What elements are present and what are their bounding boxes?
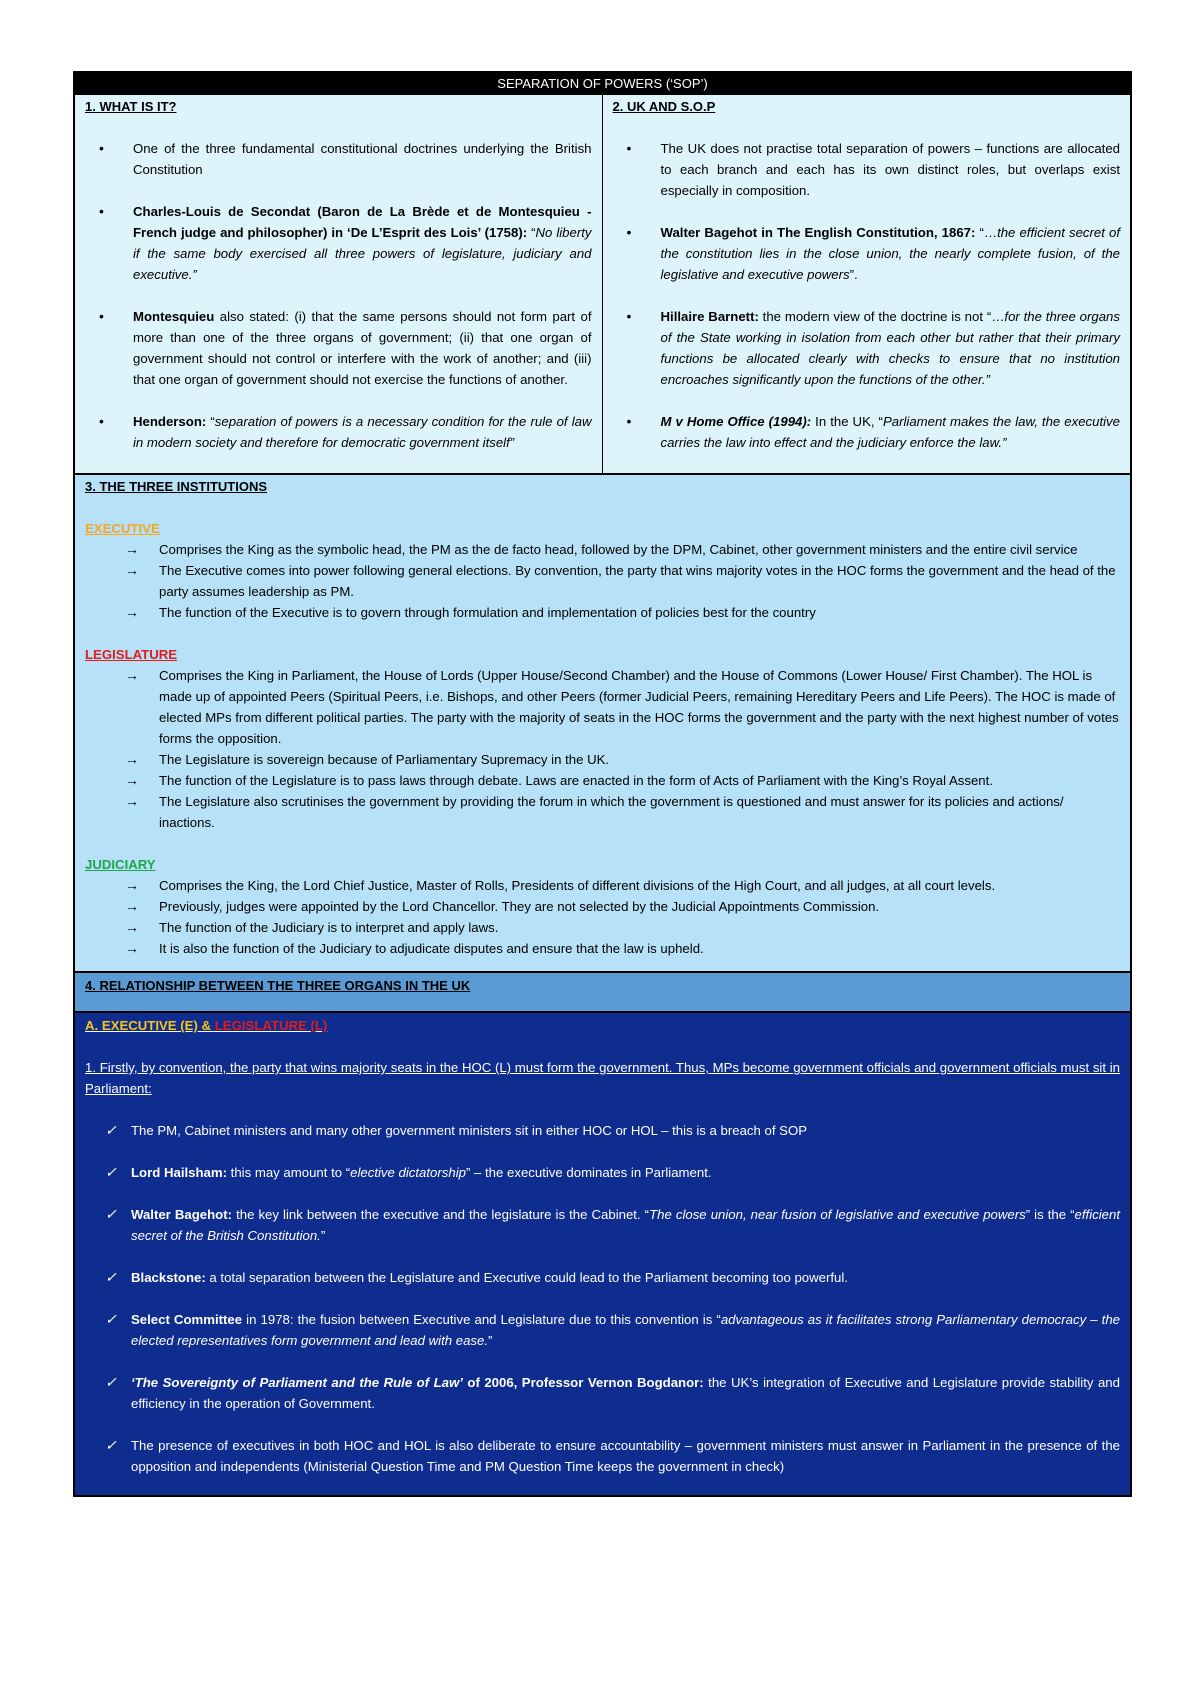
section-what-is-it	[75, 95, 603, 473]
list-item: • Hillaire Barnett: the modern view of the doctrine is not “…for the three organs of the State working in isolation from each other but rather that their primary functions be allocated clearly with checks to ensure that no institution encroaches significantly upon the functions of the other.”	[613, 306, 1121, 390]
list-item: ✓ Walter Bagehot: the key link between the executive and the legislature is the Cabinet. “The close union, near fusion of legislative and executive powers” is the “efficient secret of the British Constitution.”	[85, 1204, 1120, 1246]
list-item: → Previously, judges were appointed by the Lord Chancellor. They are not selected by the Judicial Appointments Commission.	[85, 896, 1120, 917]
list-item: → The Legislature also scrutinises the government by providing the forum in which the government is questioned and must answer for its policies and actions/ inactions.	[85, 791, 1120, 833]
page-title: SEPARATION OF POWERS (‘SOP’)	[75, 73, 1130, 94]
judiciary-heading: JUDICIARY	[85, 857, 156, 872]
point-one: 1. Firstly, by convention, the party that wins majority seats in the HOC (L) must form the government. Thus, MPs become government officials and government officials must sit in Parliament:	[85, 1060, 1120, 1096]
list-item: → The function of the Judiciary is to interpret and apply laws.	[85, 917, 1120, 938]
bullet-list	[613, 138, 1121, 453]
list-item: • The UK does not practise total separation of powers – functions are allocated to each branch and each has its own distinct roles, but overlaps exist especially in composition.	[613, 138, 1121, 201]
section-heading: 2. UK AND S.O.P	[612, 99, 716, 114]
section-three-institutions	[75, 473, 1130, 971]
list-item: ✓ Blackstone: a total separation between the Legislature and Executive could lead to the Parliament becoming too powerful.	[85, 1267, 1120, 1288]
list-item: ✓ The PM, Cabinet ministers and many other government ministers sit in either HOC or HOL – this is a breach of SOP	[85, 1120, 1120, 1141]
list-item: → The function of the Executive is to govern through formulation and implementation of policies best for the country	[85, 602, 1120, 623]
list-item: → Comprises the King as the symbolic head, the PM as the de facto head, followed by the DPM, Cabinet, other government ministers and the entire civil service	[85, 539, 1120, 560]
section-relationship	[75, 971, 1130, 1011]
list-item: • M v Home Office (1994): In the UK, “Parliament makes the law, the executive carries the law into effect and the judiciary enforce the law.”	[613, 411, 1121, 453]
subsection-heading: A. EXECUTIVE (E) & LEGISLATURE (L)	[85, 1018, 328, 1033]
list-item: ✓ The presence of executives in both HOC and HOL is also deliberate to ensure accountability – government ministers must answer in Parliament in the presence of the opposition and independents (Ministerial Question Time and PM Question Time keeps the government in check)	[85, 1435, 1120, 1477]
section-heading: 3. THE THREE INSTITUTIONS	[85, 479, 268, 494]
judiciary-list	[85, 875, 1120, 959]
list-item: → The function of the Legislature is to pass laws through debate. Laws are enacted in the form of Acts of Parliament with the King’s Royal Assent.	[85, 770, 1120, 791]
list-item: • Henderson: “separation of powers is a necessary condition for the rule of law in modern society and therefore for democratic government itself”	[85, 411, 592, 453]
notes-sheet	[73, 71, 1132, 1497]
list-item: ✓ Lord Hailsham: this may amount to “elective dictatorship” – the executive dominates in Parliament.	[85, 1162, 1120, 1183]
list-item: → Comprises the King, the Lord Chief Justice, Master of Rolls, Presidents of different divisions of the High Court, and all judges, at all court levels.	[85, 875, 1120, 896]
list-item: → The Legislature is sovereign because of Parliamentary Supremacy in the UK.	[85, 749, 1120, 770]
sections-1-2	[75, 94, 1130, 473]
list-item: • Walter Bagehot in The English Constitution, 1867: “…the efficient secret of the constitution lies in the close union, the nearly complete fusion, of the legislative and executive powers”.	[613, 222, 1121, 285]
check-list	[85, 1120, 1120, 1477]
list-item: → The Executive comes into power following general elections. By convention, the party that wins majority votes in the HOC forms the government and the head of the party assumes leadership as PM.	[85, 560, 1120, 602]
executive-list	[85, 539, 1120, 623]
section-heading: 4. RELATIONSHIP BETWEEN THE THREE ORGANS IN THE UK	[85, 978, 471, 993]
bullet-list	[85, 138, 592, 453]
section-uk-and-sop	[603, 95, 1131, 473]
section-heading: 1. WHAT IS IT?	[85, 99, 177, 114]
legislature-heading: LEGISLATURE	[85, 647, 178, 662]
list-item: ✓ Select Committee in 1978: the fusion between Executive and Legislature due to this convention is “advantageous as it facilitates strong Parliamentary democracy – the elected representatives form government and lead with ease.”	[85, 1309, 1120, 1351]
list-item: → It is also the function of the Judiciary to adjudicate disputes and ensure that the law is upheld.	[85, 938, 1120, 959]
list-item: • Montesquieu also stated: (i) that the same persons should not form part of more than one of the three organs of government; (ii) that one organ of government should not control or interfere with the work of another; and (iii) that one organ of government should not exercise the functions of another.	[85, 306, 592, 390]
list-item: → Comprises the King in Parliament, the House of Lords (Upper House/Second Chamber) and the House of Commons (Lower House/ First Chamber). The HOL is made up of appointed Peers (Spiritual Peers, i.e. Bishops, and other Peers (former Judicial Peers, remaining Hereditary Peers and Life Peers). The HOC is made of elected MPs from different political parties. The party with the majority of seats in the HOC forms the government and the party with the next highest number of votes forms the opposition.	[85, 665, 1120, 749]
section-executive-legislature	[75, 1011, 1130, 1495]
legislature-list	[85, 665, 1120, 833]
list-item: • One of the three fundamental constitutional doctrines underlying the British Constitution	[85, 138, 592, 180]
list-item: ✓ ‘The Sovereignty of Parliament and the Rule of Law’ of 2006, Professor Vernon Bogdanor: the UK’s integration of Executive and Legislature provide stability and efficiency in the operation of Government.	[85, 1372, 1120, 1414]
list-item: • Charles-Louis de Secondat (Baron de La Brède et de Montesquieu - French judge and philosopher) in ‘De L’Esprit des Lois’ (1758): “No liberty if the same body exercised all three powers of legislature, judiciary and executive.”	[85, 201, 592, 285]
executive-heading: EXECUTIVE	[85, 521, 160, 536]
